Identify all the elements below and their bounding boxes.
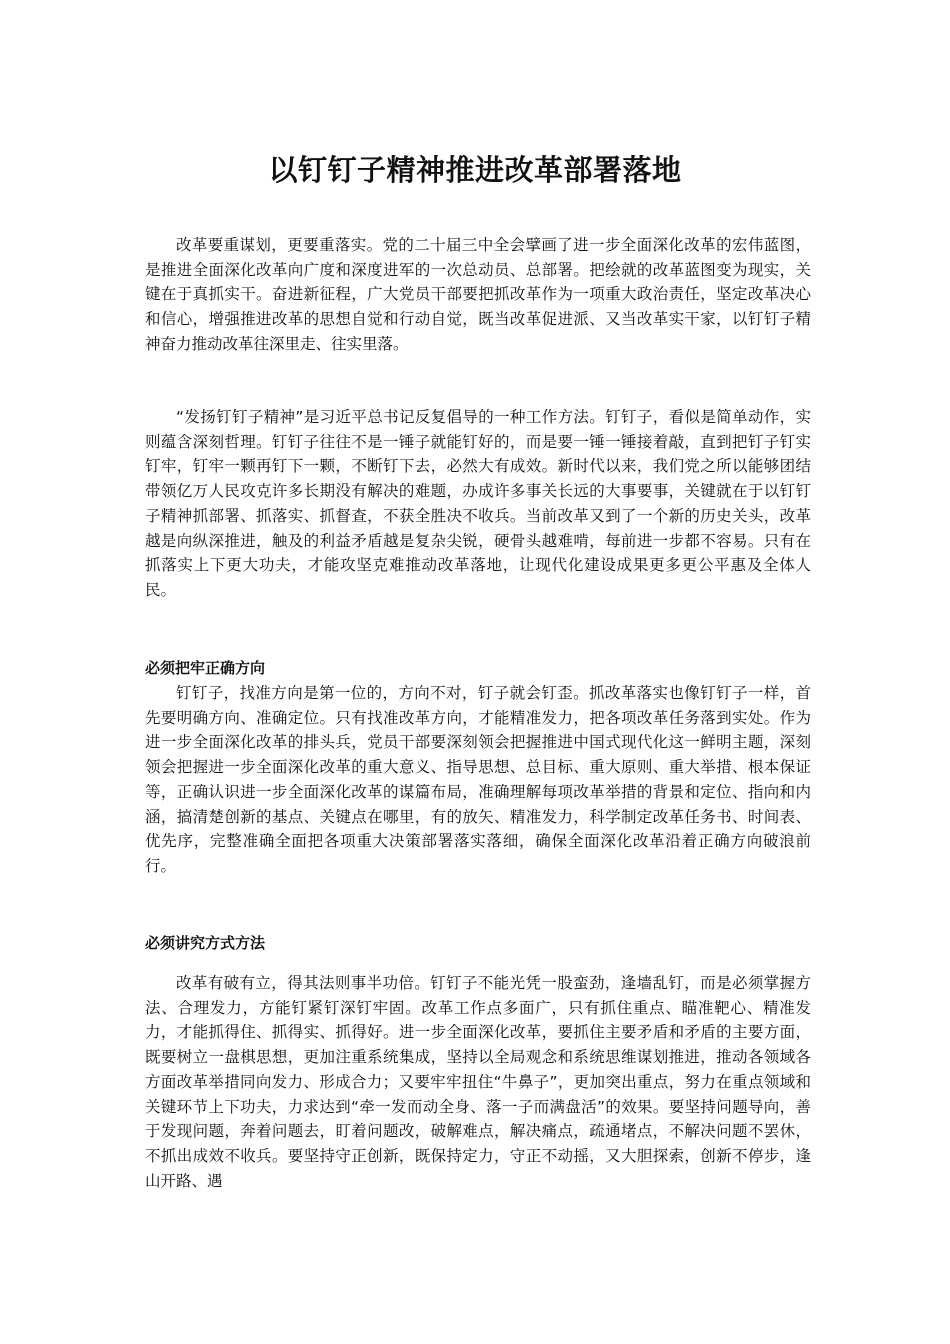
- paragraph-nail-spirit: “发扬钉钉子精神”是习近平总书记反复倡导的一种工作方法。钉钉子，看似是简单动作，实则蕴含深刻哲理。钉钉子往往不是一锤子就能钉好的，而是要一锤一锤接着敲，直到把钉子钉实钉牢，钉牢一颗再钉下一颗，不断钉下去，必然大有成效。新时代以来，我们党之所以能够团结带领亿万人民攻克许多长期没有解决的难题，办成许多事关长远的大事要事，关键就在于以钉钉子精神抓部署、抓落实、抓督查，不获全胜决不收兵。当前改革又到了一个新的历史关头，改革越是向纵深推进，触及的利益矛盾越是复杂尖锐，硬骨头越难啃，每前进一步都不容易。只有在抓落实上下更大功夫，才能攻坚克难推动改革落地，让现代化建设成果更多更公平惠及全体人民。: [145, 408, 811, 599]
- section-heading-direction: 必须把牢正确方向: [145, 659, 266, 677]
- paragraph-intro: 改革要重谋划，更要重落实。党的二十届三中全会擘画了进一步全面深化改革的宏伟蓝图，是推进全面深化改革向广度和深度进军的一次总动员、总部署。把绘就的改革蓝图变为现实，关键在于真抓实干。奋进新征程，广大党员干部要把抓改革作为一项重大政治责任，坚定改革决心和信心，增强推进改革的思想自觉和行动自觉，既当改革促进派、又当改革实干家，以钉钉子精神奋力推动改革往深里走、往实里落。: [145, 236, 811, 353]
- document-title: 以钉钉子精神推进改革部署落地: [268, 153, 682, 188]
- paragraph-direction: 钉钉子，找准方向是第一位的，方向不对，钉子就会钉歪。抓改革落实也像钉钉子一样，首先要明确方向、准确定位。只有找准改革方向，才能精准发力，把各项改革任务落到实处。作为进一步全面深化改革的排头兵，党员干部要深刻领会把握推进中国式现代化这一鲜明主题，深刻领会把握进一步全面深化改革的重大意义、指导思想、总目标、重大原则、重大举措、根本保证等，正确认识进一步全面深化改革的谋篇布局，准确理解每项改革举措的背景和定位、指向和内涵，搞清楚创新的基点、关键点在哪里，有的放矢、精准发力，科学制定改革任务书、时间表、优先序，完整准确全面把各项重大决策部署落实落细，确保全面深化改革沿着正确方向破浪前行。: [145, 684, 811, 875]
- paragraph-methods: 改革有破有立，得其法则事半功倍。钉钉子不能光凭一股蛮劲，逢墙乱钉，而是必须掌握方法、合理发力，方能钉紧钉深钉牢固。改革工作点多面广，只有抓住重点、瞄准靶心、精准发力，才能抓得住、抓得实、抓得好。进一步全面深化改革，要抓住主要矛盾和矛盾的主要方面，既要树立一盘棋思想，更加注重系统集成，坚持以全局观念和系统思维谋划推进，推动各领域各方面改革举措同向发力、形成合力；又要牢牢扭住“牛鼻子”，更加突出重点，努力在重点领域和关键环节上下功夫，力求达到“牵一发而动全身、落一子而满盘活”的效果。要坚持问题导向，善于发现问题，奔着问题去，盯着问题改，破解难点，解决痛点，疏通堵点，不解决问题不罢休，不抓出成效不收兵。要坚持守正创新，既保持定力，守正不动摇，又大胆探索，创新不停步，逢山开路、遇: [145, 974, 811, 1190]
- section-heading-methods: 必须讲究方式方法: [145, 934, 266, 952]
